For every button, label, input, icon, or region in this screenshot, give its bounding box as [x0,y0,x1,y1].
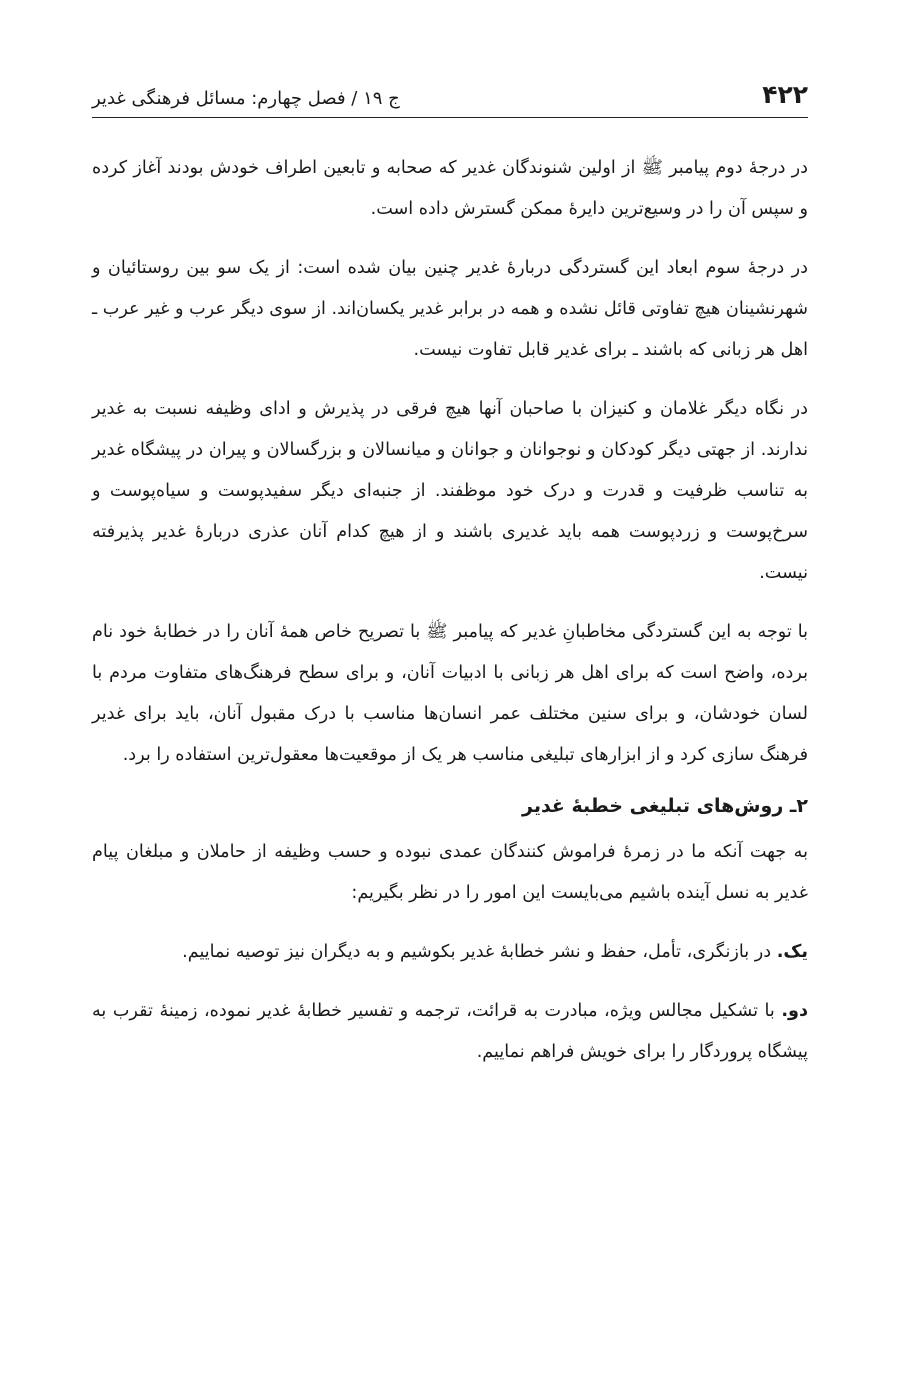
page-body [92,148,808,1091]
list-item-2-lead: دو. [781,1001,808,1021]
paragraph-4: با توجه به این گستردگی مخاطبانِ غدیر که پیامبر ﷺ با تصریح خاص همهٔ آنان را در خطابهٔ خود نام برده، واضح است که برای اهل هر زبانی با ادبیات آنان، و برای سطح فرهنگ‌های متفاوت مردم با لسان خودشان، و برای سنین مختلف عمر انسان‌ها مناسب با درک مقبول آنان، باید برای غدیر فرهنگ سازی کرد و از ابزارهای تبلیغی مناسب هر یک از موقعیت‌ها معقول‌ترین استفاده را برد. [92,622,808,765]
paragraph-2: در درجهٔ سوم ابعاد این گستردگی دربارهٔ غدیر چنین بیان شده است: از یک سو بین روستائیان و شهرنشینان هیچ تفاوتی قائل نشده و همه در برابر غدیر یکسان‌اند. از سوی دیگر عرب و غیر عرب ـ اهل هر زبانی که باشند ـ برای غدیر قابل تفاوت نیست. [92,258,808,360]
section-heading: ۲ـ روش‌های تبلیغی خطبهٔ غدیر [522,795,808,817]
paragraph-3: در نگاه دیگر غلامان و کنیزان با صاحبان آنها هیچ فرقی در پذیرش و ادای وظیفه نسبت به غدیر ندارند. از جهتی دیگر کودکان و نوجوانان و جوانان و میانسالان و بزرگسالان و پیران در پیشگاه غدیر به تناسب ظرفیت و قدرت و درک خود موظفند. از جنبه‌ای دیگر سفیدپوست و سیاه‌پوست و سرخ‌پوست و زردپوست همه باید غدیری باشند و از هیچ کدام آنان عذری دربارهٔ غدیر پذیرفته نیست. [92,399,808,583]
list-item-1 [92,932,808,973]
list-item-1-text: در بازنگری، تأمل، حفظ و نشر خطابهٔ غدیر بکوشیم و به دیگران نیز توصیه نماییم. [182,942,777,962]
section-intro: به جهت آنکه ما در زمرهٔ فراموش کنندگان عمدی نبوده و حسب وظیفه از حاملان و مبلغان پیام غدیر به نسل آینده باشیم می‌بایست این امور را در نظر بگیریم: [92,842,808,903]
list-item-1-lead: یک. [776,942,808,962]
paragraph-1: در درجهٔ دوم پیامبر ﷺ از اولین شنوندگان غدیر که صحابه و تابعین اطراف خودش بودند آغاز کرده و سپس آن را در وسیع‌ترین دایرهٔ ممکن گسترش داده است. [92,158,808,219]
list-item-2 [92,991,808,1073]
page-number: ۴۲۲ [762,80,808,109]
list-item-2-text: با تشکیل مجالس ویژه، مبادرت به قرائت، ترجمه و تفسیر خطابهٔ غدیر نموده، زمینهٔ تقرب به پیشگاه پروردگار را برای خویش فراهم نماییم. [92,1001,808,1062]
running-head: ج ۱۹ / فصل چهارم: مسائل فرهنگی غدیر [92,88,400,109]
page-header [92,62,808,118]
